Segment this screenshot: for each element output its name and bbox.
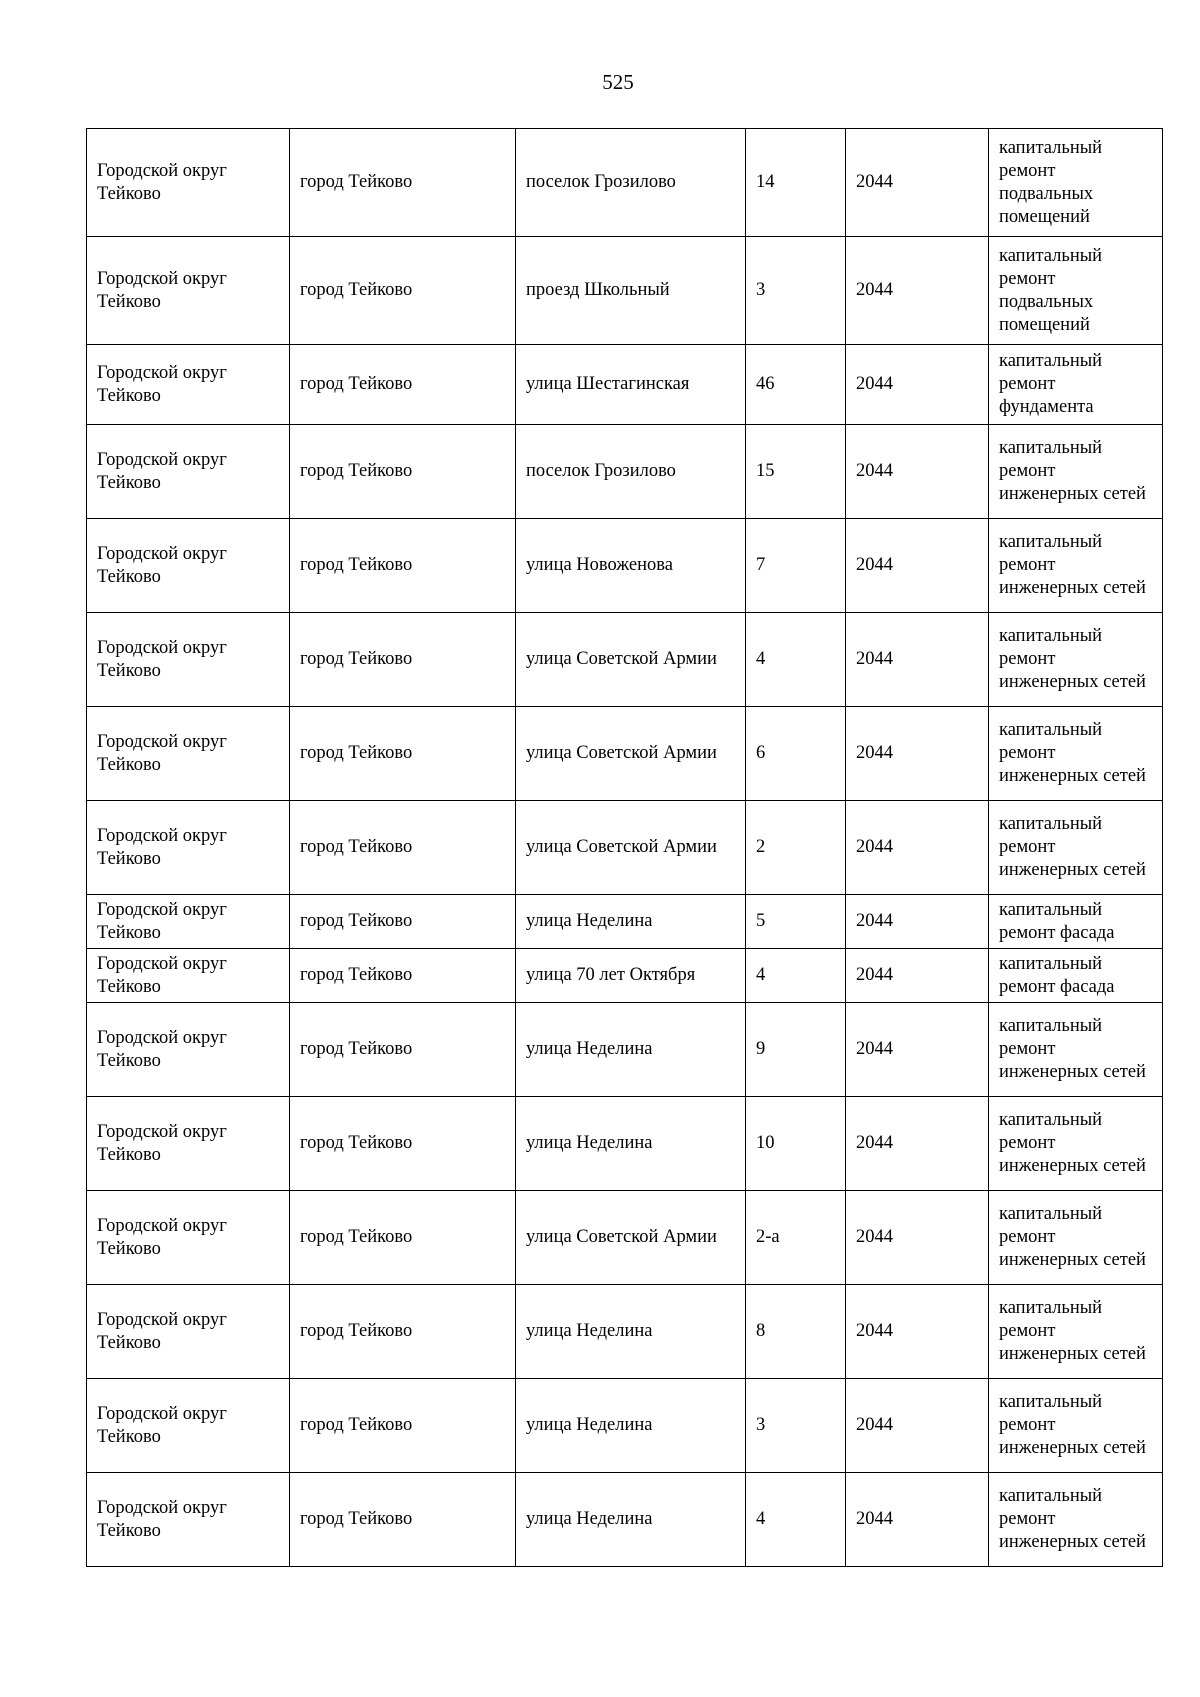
cell-settlement: город Тейково bbox=[290, 949, 516, 1003]
cell-house: 7 bbox=[746, 519, 846, 613]
cell-house: 4 bbox=[746, 1473, 846, 1567]
table-row bbox=[87, 1285, 1163, 1379]
cell-year: 2044 bbox=[846, 949, 989, 1003]
cell-year: 2044 bbox=[846, 1285, 989, 1379]
cell-work: капитальный ремонт подвальных помещений bbox=[989, 237, 1163, 345]
cell-house: 8 bbox=[746, 1285, 846, 1379]
cell-district: Городской округ Тейково bbox=[87, 237, 290, 345]
cell-district: Городской округ Тейково bbox=[87, 345, 290, 425]
cell-street: улица Советской Армии bbox=[516, 613, 746, 707]
cell-work: капитальный ремонт инженерных сетей bbox=[989, 1473, 1163, 1567]
cell-street: улица Неделина bbox=[516, 1379, 746, 1473]
table-row bbox=[87, 949, 1163, 1003]
cell-year: 2044 bbox=[846, 895, 989, 949]
cell-work: капитальный ремонт инженерных сетей bbox=[989, 1285, 1163, 1379]
table-row bbox=[87, 237, 1163, 345]
cell-district: Городской округ Тейково bbox=[87, 707, 290, 801]
cell-street: улица 70 лет Октября bbox=[516, 949, 746, 1003]
cell-year: 2044 bbox=[846, 1191, 989, 1285]
cell-house: 46 bbox=[746, 345, 846, 425]
table-row bbox=[87, 519, 1163, 613]
cell-settlement: город Тейково bbox=[290, 801, 516, 895]
cell-settlement: город Тейково bbox=[290, 613, 516, 707]
cell-street: улица Советской Армии bbox=[516, 801, 746, 895]
cell-district: Городской округ Тейково bbox=[87, 949, 290, 1003]
cell-work: капитальный ремонт фасада bbox=[989, 895, 1163, 949]
cell-work: капитальный ремонт инженерных сетей bbox=[989, 1097, 1163, 1191]
table-row bbox=[87, 613, 1163, 707]
cell-settlement: город Тейково bbox=[290, 519, 516, 613]
cell-district: Городской округ Тейково bbox=[87, 895, 290, 949]
cell-house: 4 bbox=[746, 613, 846, 707]
cell-settlement: город Тейково bbox=[290, 1285, 516, 1379]
table-row bbox=[87, 1191, 1163, 1285]
cell-year: 2044 bbox=[846, 425, 989, 519]
cell-district: Городской округ Тейково bbox=[87, 1285, 290, 1379]
cell-district: Городской округ Тейково bbox=[87, 129, 290, 237]
cell-settlement: город Тейково bbox=[290, 1379, 516, 1473]
cell-settlement: город Тейково bbox=[290, 1097, 516, 1191]
cell-district: Городской округ Тейково bbox=[87, 1379, 290, 1473]
cell-settlement: город Тейково bbox=[290, 345, 516, 425]
table-row bbox=[87, 1379, 1163, 1473]
cell-settlement: город Тейково bbox=[290, 129, 516, 237]
cell-work: капитальный ремонт инженерных сетей bbox=[989, 1191, 1163, 1285]
cell-year: 2044 bbox=[846, 1379, 989, 1473]
table-row bbox=[87, 707, 1163, 801]
cell-settlement: город Тейково bbox=[290, 425, 516, 519]
table-row bbox=[87, 1097, 1163, 1191]
cell-street: улица Советской Армии bbox=[516, 1191, 746, 1285]
cell-house: 3 bbox=[746, 1379, 846, 1473]
cell-year: 2044 bbox=[846, 1097, 989, 1191]
cell-street: улица Неделина bbox=[516, 1097, 746, 1191]
cell-street: улица Неделина bbox=[516, 1473, 746, 1567]
cell-work: капитальный ремонт фундамента bbox=[989, 345, 1163, 425]
table-row bbox=[87, 801, 1163, 895]
cell-work: капитальный ремонт инженерных сетей bbox=[989, 1003, 1163, 1097]
cell-settlement: город Тейково bbox=[290, 1191, 516, 1285]
cell-district: Городской округ Тейково bbox=[87, 1097, 290, 1191]
table-row bbox=[87, 1473, 1163, 1567]
cell-year: 2044 bbox=[846, 801, 989, 895]
cell-house: 15 bbox=[746, 425, 846, 519]
cell-work: капитальный ремонт фасада bbox=[989, 949, 1163, 1003]
cell-settlement: город Тейково bbox=[290, 895, 516, 949]
cell-district: Городской округ Тейково bbox=[87, 613, 290, 707]
table-row bbox=[87, 345, 1163, 425]
cell-year: 2044 bbox=[846, 519, 989, 613]
cell-settlement: город Тейково bbox=[290, 707, 516, 801]
cell-street: улица Новоженова bbox=[516, 519, 746, 613]
cell-house: 9 bbox=[746, 1003, 846, 1097]
cell-district: Городской округ Тейково bbox=[87, 1473, 290, 1567]
cell-street: поселок Грозилово bbox=[516, 129, 746, 237]
cell-district: Городской округ Тейково bbox=[87, 519, 290, 613]
table-body bbox=[87, 129, 1163, 1567]
cell-street: проезд Школьный bbox=[516, 237, 746, 345]
cell-work: капитальный ремонт инженерных сетей bbox=[989, 425, 1163, 519]
cell-house: 10 bbox=[746, 1097, 846, 1191]
cell-street: поселок Грозилово bbox=[516, 425, 746, 519]
cell-year: 2044 bbox=[846, 1003, 989, 1097]
cell-street: улица Шестагинская bbox=[516, 345, 746, 425]
page-number: 525 bbox=[602, 70, 634, 94]
cell-settlement: город Тейково bbox=[290, 237, 516, 345]
cell-year: 2044 bbox=[846, 129, 989, 237]
cell-district: Городской округ Тейково bbox=[87, 1003, 290, 1097]
cell-work: капитальный ремонт подвальных помещений bbox=[989, 129, 1163, 237]
cell-house: 2 bbox=[746, 801, 846, 895]
cell-house: 2-а bbox=[746, 1191, 846, 1285]
cell-district: Городской округ Тейково bbox=[87, 425, 290, 519]
cell-house: 14 bbox=[746, 129, 846, 237]
cell-street: улица Неделина bbox=[516, 895, 746, 949]
cell-street: улица Неделина bbox=[516, 1003, 746, 1097]
table-row bbox=[87, 895, 1163, 949]
cell-settlement: город Тейково bbox=[290, 1473, 516, 1567]
cell-district: Городской округ Тейково bbox=[87, 1191, 290, 1285]
cell-work: капитальный ремонт инженерных сетей bbox=[989, 613, 1163, 707]
cell-year: 2044 bbox=[846, 237, 989, 345]
cell-work: капитальный ремонт инженерных сетей bbox=[989, 707, 1163, 801]
cell-year: 2044 bbox=[846, 1473, 989, 1567]
cell-house: 5 bbox=[746, 895, 846, 949]
table-row bbox=[87, 425, 1163, 519]
cell-house: 3 bbox=[746, 237, 846, 345]
repair-schedule-table bbox=[86, 128, 1163, 1567]
cell-street: улица Советской Армии bbox=[516, 707, 746, 801]
cell-district: Городской округ Тейково bbox=[87, 801, 290, 895]
table-row bbox=[87, 129, 1163, 237]
cell-work: капитальный ремонт инженерных сетей bbox=[989, 1379, 1163, 1473]
cell-work: капитальный ремонт инженерных сетей bbox=[989, 801, 1163, 895]
cell-street: улица Неделина bbox=[516, 1285, 746, 1379]
table-row bbox=[87, 1003, 1163, 1097]
cell-house: 6 bbox=[746, 707, 846, 801]
cell-year: 2044 bbox=[846, 613, 989, 707]
cell-settlement: город Тейково bbox=[290, 1003, 516, 1097]
cell-year: 2044 bbox=[846, 345, 989, 425]
cell-house: 4 bbox=[746, 949, 846, 1003]
cell-work: капитальный ремонт инженерных сетей bbox=[989, 519, 1163, 613]
cell-year: 2044 bbox=[846, 707, 989, 801]
